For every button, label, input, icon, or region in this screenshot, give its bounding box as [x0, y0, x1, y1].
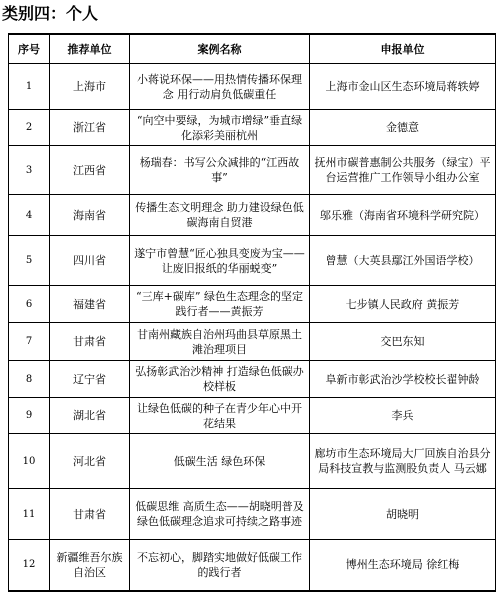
table-row [9, 195, 496, 236]
cell-case-name: 遂宁市曾慧“匠心独具变废为宝——让废旧报纸的华丽蜕变” [130, 236, 310, 286]
header-number: 序号 [9, 34, 50, 64]
table-row [9, 361, 496, 398]
cell-case-name: “向空中要绿，为城市增绿”垂直绿化添彩美丽杭州 [130, 110, 310, 146]
cell-applicant-unit: 胡晓明 [310, 489, 496, 540]
cell-case-name: 低碳生活 绿色环保 [130, 434, 310, 489]
cell-recommending-unit: 浙江省 [50, 110, 130, 146]
cell-applicant-unit: 抚州市碳普惠制公共服务（绿宝）平台运营推广工作领导小组办公室 [310, 146, 496, 195]
cases-table [8, 33, 496, 592]
table-header-row [9, 34, 496, 64]
cell-number: 4 [9, 195, 50, 236]
table-row [9, 110, 496, 146]
table-row [9, 434, 496, 489]
header-case-name: 案例名称 [130, 34, 310, 64]
cell-number: 7 [9, 323, 50, 361]
cell-recommending-unit: 江西省 [50, 146, 130, 195]
table-row [9, 146, 496, 195]
table-row [9, 489, 496, 540]
cell-applicant-unit: 廊坊市生态环境局大厂回族自治县分局科技宣教与监测股负责人 马云娜 [310, 434, 496, 489]
cell-number: 2 [9, 110, 50, 146]
cell-number: 5 [9, 236, 50, 286]
cell-number: 11 [9, 489, 50, 540]
cell-recommending-unit: 四川省 [50, 236, 130, 286]
cell-number: 6 [9, 286, 50, 323]
header-recommending-unit: 推荐单位 [50, 34, 130, 64]
page-heading: 类别四：个人 [2, 4, 99, 23]
cell-number: 3 [9, 146, 50, 195]
cell-applicant-unit: 阜新市彰武治沙学校校长翟钟龄 [310, 361, 496, 398]
cell-case-name: 低碳思维 高质生态——胡晓明普及绿色低碳理念追求可持续之路事迹 [130, 489, 310, 540]
cell-case-name: 传播生态文明理念 助力建设绿色低碳海南自贸港 [130, 195, 310, 236]
cell-applicant-unit: 金德意 [310, 110, 496, 146]
cell-recommending-unit: 湖北省 [50, 398, 130, 434]
cell-case-name: 小蒋说环保——用热情传播环保理念 用行动肩负低碳重任 [130, 64, 310, 110]
cell-recommending-unit: 新疆维吾尔族自治区 [50, 540, 130, 591]
cell-recommending-unit: 甘肃省 [50, 323, 130, 361]
cell-applicant-unit: 李兵 [310, 398, 496, 434]
cell-number: 8 [9, 361, 50, 398]
cell-case-name: 让绿色低碳的种子在青少年心中开花结果 [130, 398, 310, 434]
cell-recommending-unit: 海南省 [50, 195, 130, 236]
cell-applicant-unit: 曾慧（大英县鄢江外国语学校） [310, 236, 496, 286]
header-applicant-unit: 申报单位 [310, 34, 496, 64]
cell-number: 10 [9, 434, 50, 489]
cell-case-name: “三库+碳库” 绿色生态理念的坚定践行者——黄振芳 [130, 286, 310, 323]
cell-recommending-unit: 福建省 [50, 286, 130, 323]
cell-case-name: 杨瑞春：书写公众减排的“江西故事” [130, 146, 310, 195]
cell-case-name: 不忘初心，脚踏实地做好低碳工作的践行者 [130, 540, 310, 591]
cell-recommending-unit: 河北省 [50, 434, 130, 489]
table-row [9, 323, 496, 361]
cell-case-name: 甘南州藏族自治州玛曲县草原黑土滩治理项目 [130, 323, 310, 361]
cell-number: 1 [9, 64, 50, 110]
cell-recommending-unit: 甘肃省 [50, 489, 130, 540]
cell-applicant-unit: 邬乐雅（海南省环境科学研究院） [310, 195, 496, 236]
cell-applicant-unit: 上海市金山区生态环境局蒋轶婷 [310, 64, 496, 110]
cell-case-name: 弘扬彰武治沙精神 打造绿色低碳办校样板 [130, 361, 310, 398]
table-row [9, 236, 496, 286]
cell-recommending-unit: 辽宁省 [50, 361, 130, 398]
table-row [9, 64, 496, 110]
cell-applicant-unit: 七步镇人民政府 黄振芳 [310, 286, 496, 323]
table-row [9, 540, 496, 591]
cell-number: 12 [9, 540, 50, 591]
cell-applicant-unit: 博州生态环境局 徐红梅 [310, 540, 496, 591]
cell-recommending-unit: 上海市 [50, 64, 130, 110]
cell-applicant-unit: 交巴东知 [310, 323, 496, 361]
cell-number: 9 [9, 398, 50, 434]
table-row [9, 286, 496, 323]
table-row [9, 398, 496, 434]
